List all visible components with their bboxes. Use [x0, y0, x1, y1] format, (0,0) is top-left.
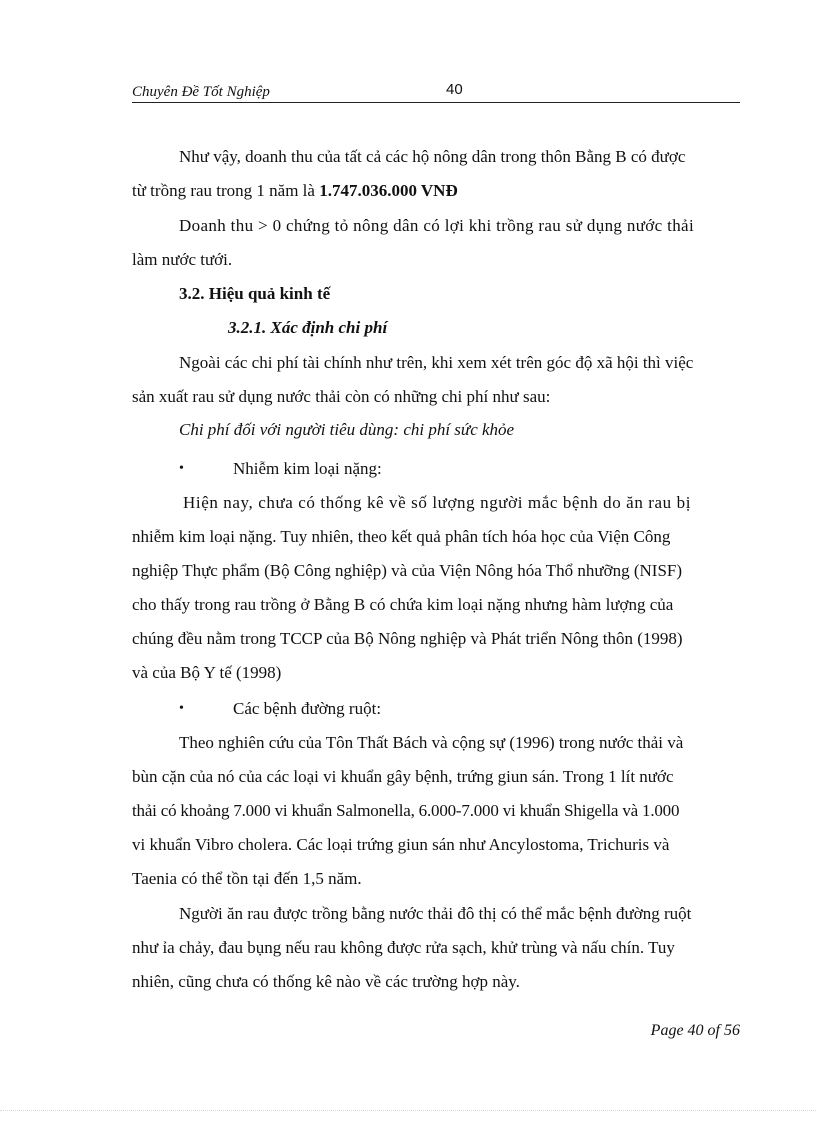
- paragraph-line: [132, 588, 740, 622]
- section-heading: 3.2. Hiệu quả kinh tế: [179, 284, 331, 303]
- paragraph-line: [132, 897, 740, 931]
- paragraph-line: [132, 965, 740, 999]
- text-line: và của Bộ Y tế (1998): [132, 663, 282, 682]
- paragraph-line: [132, 622, 740, 656]
- text-line: làm nước tưới.: [132, 250, 233, 269]
- page-header: [132, 80, 740, 103]
- text-line: Ngoài các chi phí tài chính như trên, khi xem xét trên góc độ xã hội thì việc: [179, 353, 694, 372]
- text-line: Doanh thu > 0 chứng tỏ nông dân có lợi khi trồng rau sử dụng nước thải: [179, 216, 695, 235]
- text-line: cho thấy trong rau trồng ở Bằng B có chứa kim loại nặng nhưng hàm lượng của: [132, 595, 674, 614]
- page-footer: Page 40 of 56: [650, 1022, 740, 1039]
- text-line: Hiện nay, chưa có thống kê về số lượng người mắc bệnh do ăn rau bị: [183, 493, 692, 512]
- bullet-label: Nhiễm kim loại nặng:: [233, 459, 382, 478]
- paragraph-social-costs: [132, 346, 740, 414]
- paragraph-line: [132, 726, 740, 760]
- paragraph-urban-wastewater: [132, 897, 740, 999]
- paragraph-line: [132, 828, 740, 862]
- paragraph-line: [132, 794, 740, 828]
- bullet-icon: •: [179, 701, 184, 716]
- paragraph-line: [132, 554, 740, 588]
- paragraph-intestinal: [132, 726, 740, 896]
- text-line: chúng đều nằm trong TCCP của Bộ Nông nghiệp và Phát triển Nông thôn (1998): [132, 629, 683, 648]
- text-line: nhiên, cũng chưa có thống kê nào về các trường hợp này.: [132, 972, 520, 991]
- text-line: nhiễm kim loại nặng. Tuy nhiên, theo kết quả phân tích hóa học của Viện Công: [132, 527, 671, 546]
- paragraph-line: [132, 656, 740, 690]
- text-line: Như vậy, doanh thu của tất cả các hộ nông dân trong thôn Bằng B có được: [179, 147, 686, 166]
- text-line: sản xuất rau sử dụng nước thải còn có những chi phí như sau:: [132, 387, 551, 406]
- paragraph-line: [132, 760, 740, 794]
- cost-subtitle: Chi phí đối với người tiêu dùng: chi phí sức khỏe: [179, 420, 515, 439]
- paragraph-line: [132, 174, 740, 208]
- paragraph-line: [132, 486, 740, 520]
- paragraph-line: [132, 209, 740, 243]
- bullet-icon: •: [179, 461, 184, 476]
- text-line: thải có khoảng 7.000 vi khuẩn Salmonella, 6.000-7.000 vi khuẩn Shigella và 1.000: [132, 801, 680, 820]
- paragraph-line: [132, 346, 740, 380]
- header-title: Chuyên Đề Tốt Nghiệp: [132, 84, 270, 100]
- subsection-heading: 3.2.1. Xác định chi phí: [228, 318, 388, 337]
- bullet-label: Các bệnh đường ruột:: [233, 699, 382, 718]
- text-line: Theo nghiên cứu của Tôn Thất Bách và cộng sự (1996) trong nước thải và: [179, 733, 684, 752]
- paragraph-line: [132, 520, 740, 554]
- text-line: Người ăn rau được trồng bằng nước thải đô thị có thể mắc bệnh đường ruột: [179, 904, 692, 923]
- text-line: bùn cặn của nó của các loại vi khuẩn gây bệnh, trứng giun sán. Trong 1 lít nước: [132, 767, 674, 786]
- paragraph-line: [132, 931, 740, 965]
- text-line: như ỉa chảy, đau bụng nếu rau không được rửa sạch, khử trùng và nấu chín. Tuy: [132, 938, 675, 957]
- paragraph-line: [132, 140, 740, 174]
- header-page-number: 40: [446, 81, 463, 98]
- text-line: vi khuẩn Vibro cholera. Các loại trứng giun sán như Ancylostoma, Trichuris và: [132, 835, 670, 854]
- text-line: nghiệp Thực phẩm (Bộ Công nghiệp) và của Viện Nông hóa Thổ nhưỡng (NISF): [132, 561, 683, 580]
- page-bottom-divider: [0, 1110, 816, 1111]
- text-run: từ trồng rau trong 1 năm là: [132, 181, 320, 200]
- paragraph-revenue: [132, 140, 740, 208]
- paragraph-heavy-metals: [132, 486, 740, 690]
- text-line: Taenia có thể tồn tại đến 1,5 năm.: [132, 869, 362, 888]
- revenue-amount: 1.747.036.000 VNĐ: [319, 181, 458, 200]
- paragraph-line: [132, 862, 740, 896]
- paragraph-line: [132, 380, 740, 414]
- paragraph-conclusion: [132, 209, 740, 277]
- paragraph-line: [132, 243, 740, 277]
